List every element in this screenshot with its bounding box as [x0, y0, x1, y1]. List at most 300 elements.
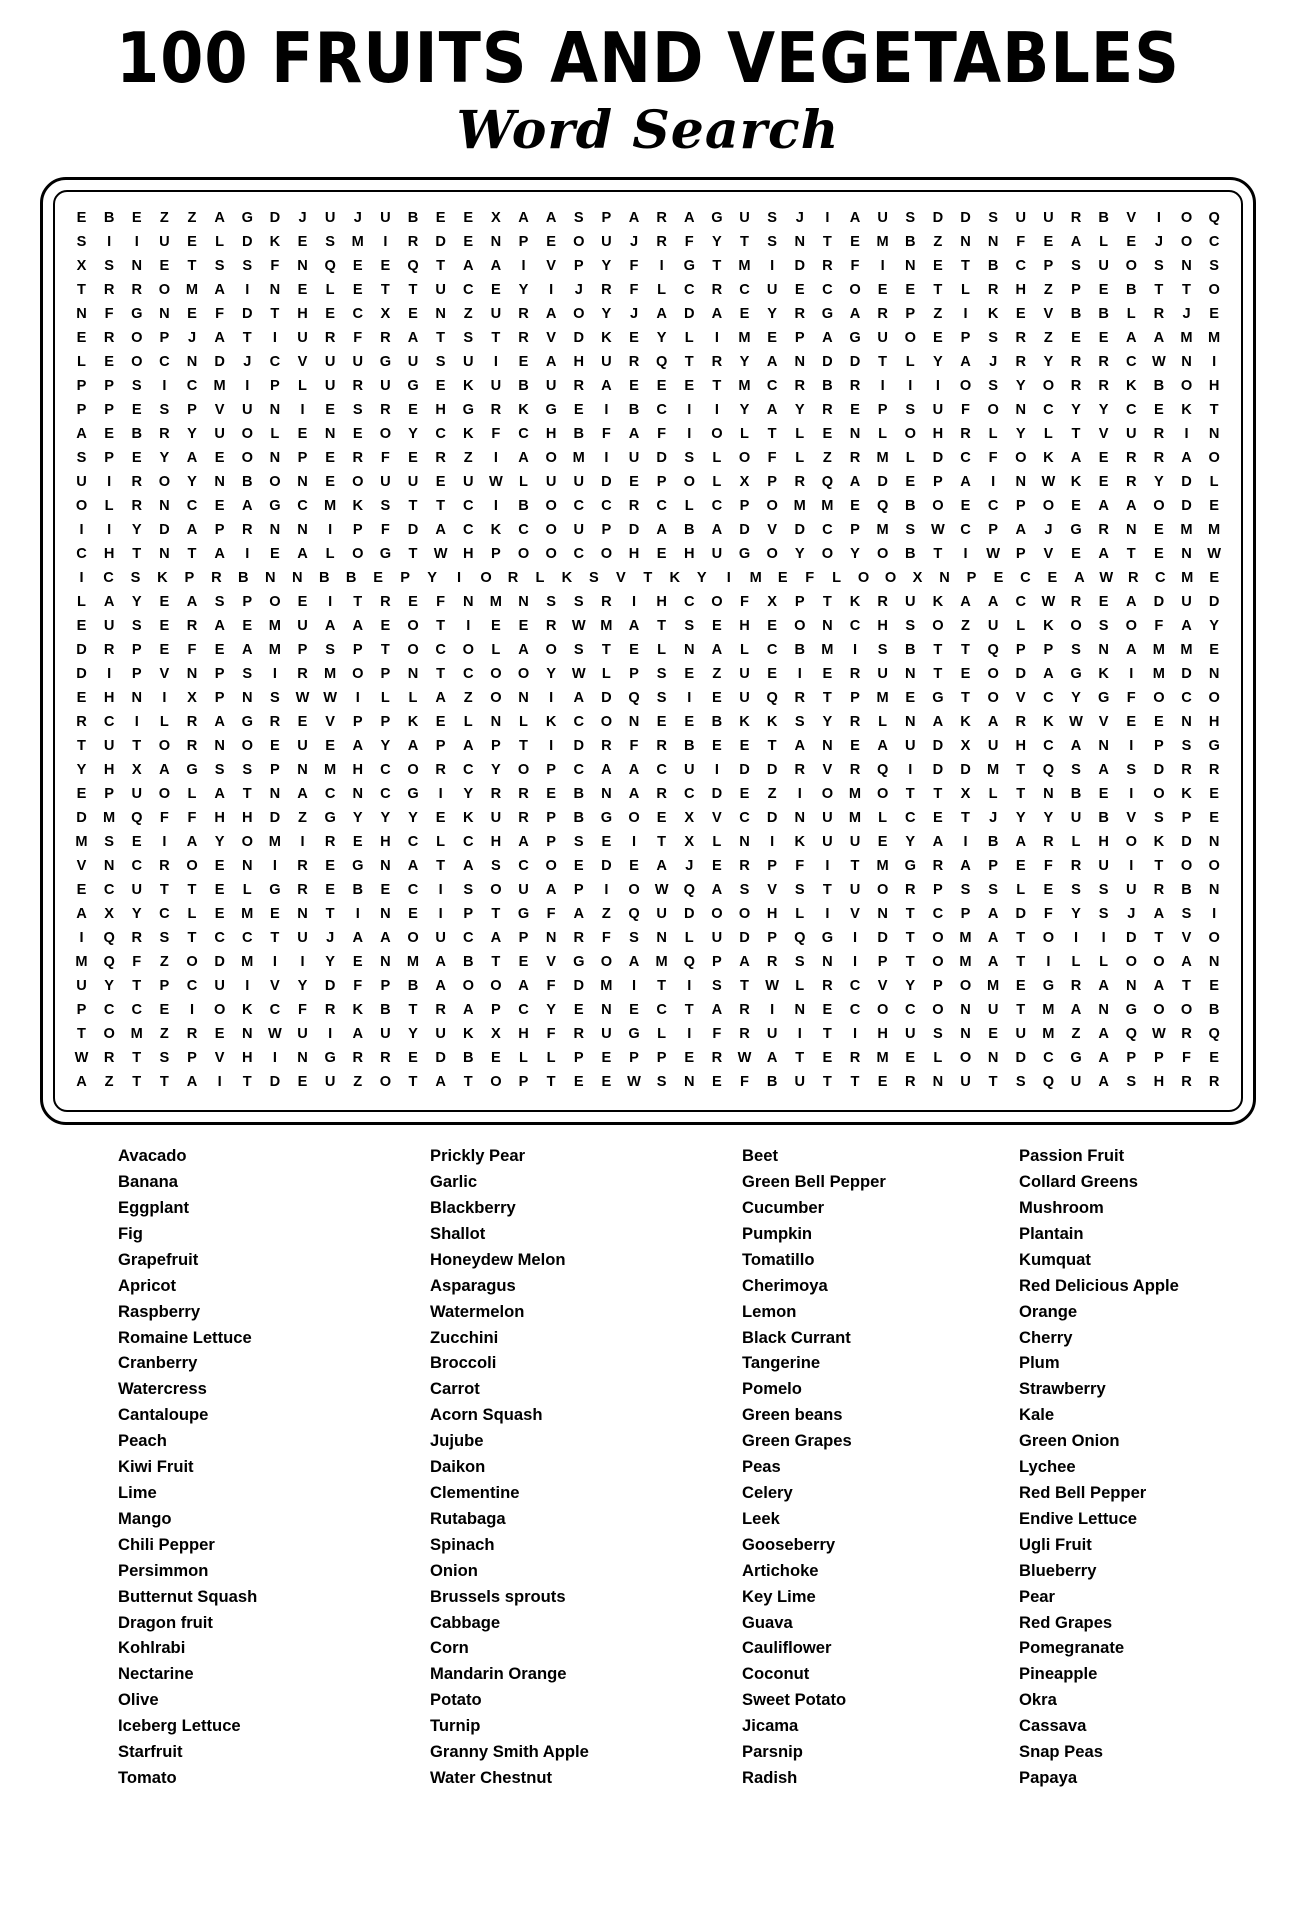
letter-cell: I: [189, 1002, 195, 1019]
letter-cell: R: [159, 858, 170, 875]
letter-cell: S: [1098, 618, 1109, 635]
letter-cell: A: [711, 522, 723, 539]
letter-cell: A: [766, 402, 778, 419]
letter-cell: O: [959, 378, 972, 395]
letter-cell: A: [794, 738, 806, 755]
letter-cell: U: [877, 666, 888, 683]
letter-cell: O: [573, 306, 585, 323]
letter-cell: V: [270, 978, 280, 995]
letter-cell: I: [991, 474, 996, 491]
letter-cell: L: [408, 690, 418, 707]
letter-cell: E: [491, 618, 501, 635]
letter-cell: W: [1099, 570, 1114, 587]
letter-cell: H: [766, 906, 778, 923]
letter-cell: N: [939, 570, 950, 587]
letter-cell: E: [1071, 546, 1081, 563]
letter-cell: R: [324, 834, 336, 851]
letter-cell: B: [380, 1002, 391, 1019]
letter-cell: Y: [601, 306, 612, 323]
letter-cell: O: [517, 762, 530, 779]
letter-cell: Z: [463, 690, 473, 707]
letter-cell: A: [159, 762, 170, 779]
letter-cell: F: [546, 906, 556, 923]
letter-cell: O: [241, 426, 253, 443]
letter-cell: O: [683, 474, 695, 491]
letter-cell: T: [187, 258, 197, 275]
letter-cell: A: [490, 930, 502, 947]
letter-cell: M: [959, 930, 972, 947]
letter-cell: E: [1098, 474, 1109, 491]
letter-cell: P: [491, 738, 501, 755]
letter-cell: W: [654, 882, 669, 899]
letter-cell: P: [1043, 642, 1054, 659]
letter-cell: L: [519, 474, 528, 491]
letter-cell: E: [159, 1002, 170, 1019]
letter-cell: H: [739, 618, 750, 635]
letter-cell: N: [131, 258, 143, 275]
letter-cell: Y: [1071, 906, 1081, 923]
letter-cell: U: [103, 738, 115, 755]
letter-grid-row: [65, 926, 1231, 950]
letter-cell: S: [130, 570, 141, 587]
letter-cell: I: [880, 378, 885, 395]
letter-cell: W: [571, 666, 586, 683]
letter-cell: N: [186, 354, 198, 371]
letter-cell: R: [739, 1002, 750, 1019]
letter-grid-row: [65, 854, 1231, 878]
letter-cell: U: [324, 378, 336, 395]
letter-cell: E: [1154, 546, 1164, 563]
word-list-item: Mandarin Orange: [430, 1664, 567, 1684]
letter-cell: P: [601, 522, 612, 539]
letter-cell: U: [1181, 594, 1192, 611]
letter-cell: M: [600, 978, 613, 995]
letter-cell: U: [407, 354, 419, 371]
letter-cell: C: [103, 570, 114, 587]
letter-cell: B: [241, 474, 253, 491]
letter-cell: A: [766, 1050, 778, 1067]
letter-cell: L: [325, 546, 335, 563]
letter-cell: U: [76, 978, 87, 995]
letter-cell: U: [877, 330, 888, 347]
letter-cell: U: [739, 690, 750, 707]
word-list-item: Radish: [742, 1767, 798, 1787]
letter-cell: U: [1015, 210, 1027, 227]
letter-cell: T: [1154, 930, 1164, 947]
letter-cell: O: [932, 954, 944, 971]
letter-cell: Q: [876, 498, 889, 515]
letter-cell: W: [74, 1050, 89, 1067]
letter-cell: B: [1125, 282, 1137, 299]
word-list-item: Honeydew Melon: [430, 1249, 566, 1269]
letter-grid-row: [65, 518, 1231, 542]
letter-cell: R: [849, 762, 861, 779]
letter-cell: O: [1125, 618, 1137, 635]
letter-cell: I: [79, 522, 84, 539]
letter-cell: U: [987, 738, 999, 755]
letter-cell: M: [406, 954, 420, 971]
word-list-column-1: [118, 1143, 368, 1791]
letter-cell: R: [711, 1050, 723, 1067]
letter-cell: S: [159, 1050, 170, 1067]
letter-cell: E: [325, 306, 335, 323]
letter-cell: W: [1041, 474, 1056, 491]
word-list-column-4: [1019, 1143, 1234, 1791]
letter-cell: U: [241, 402, 253, 419]
letter-cell: T: [933, 282, 943, 299]
letter-cell: V: [616, 570, 626, 587]
letter-cell: I: [1073, 930, 1079, 947]
letter-cell: T: [1154, 282, 1164, 299]
letter-cell: M: [324, 666, 337, 683]
letter-cell: E: [1209, 786, 1219, 803]
letter-cell: D: [241, 234, 253, 251]
letter-cell: A: [573, 906, 585, 923]
letter-cell: N: [490, 234, 502, 251]
letter-cell: O: [628, 810, 640, 827]
letter-cell: S: [76, 450, 87, 467]
letter-grid-row: [65, 686, 1231, 710]
letter-cell: C: [1208, 234, 1220, 251]
letter-cell: O: [987, 402, 999, 419]
letter-cell: R: [794, 474, 806, 491]
letter-cell: D: [214, 354, 225, 371]
letter-cell: R: [1015, 330, 1027, 347]
letter-cell: S: [1071, 642, 1081, 659]
letter-cell: A: [932, 834, 944, 851]
letter-cell: D: [1181, 666, 1192, 683]
word-list-item: Pear: [1019, 1586, 1055, 1606]
letter-cell: C: [324, 786, 336, 803]
letter-cell: I: [355, 906, 360, 923]
letter-cell: R: [1125, 474, 1137, 491]
letter-cell: T: [767, 738, 777, 755]
letter-cell: E: [104, 354, 114, 371]
letter-cell: A: [214, 618, 225, 635]
letter-cell: C: [462, 666, 474, 683]
letter-cell: R: [131, 474, 143, 491]
letter-cell: Y: [380, 810, 391, 827]
letter-cell: O: [490, 1074, 502, 1091]
letter-cell: R: [352, 378, 364, 395]
letter-grid-row: [65, 830, 1231, 854]
letter-cell: D: [877, 474, 888, 491]
word-list-item: Snap Peas: [1019, 1742, 1103, 1762]
letter-cell: J: [989, 354, 998, 371]
letter-cell: P: [877, 402, 888, 419]
letter-cell: U: [297, 330, 308, 347]
word-list-item: Green Bell Pepper: [742, 1172, 886, 1192]
letter-cell: N: [904, 666, 916, 683]
letter-cell: R: [435, 762, 446, 779]
letter-cell: R: [1015, 354, 1027, 371]
letter-cell: E: [214, 498, 225, 515]
letter-cell: E: [573, 1074, 584, 1091]
letter-cell: T: [270, 930, 280, 947]
letter-cell: D: [269, 210, 281, 227]
letter-cell: E: [352, 954, 363, 971]
letter-cell: E: [573, 402, 584, 419]
letter-cell: I: [797, 666, 802, 683]
letter-cell: L: [712, 474, 722, 491]
letter-cell: U: [601, 354, 612, 371]
letter-cell: D: [76, 810, 87, 827]
letter-cell: U: [683, 762, 695, 779]
letter-cell: T: [1016, 1002, 1026, 1019]
letter-cell: E: [1154, 522, 1164, 539]
letter-grid-row: [65, 494, 1231, 518]
letter-cell: E: [214, 450, 225, 467]
letter-cell: P: [184, 570, 195, 587]
letter-cell: B: [462, 1050, 474, 1067]
letter-cell: C: [656, 402, 667, 419]
letter-cell: G: [269, 882, 281, 899]
letter-cell: K: [1098, 666, 1109, 683]
letter-cell: I: [300, 954, 305, 971]
letter-cell: A: [849, 306, 861, 323]
letter-cell: A: [987, 714, 999, 731]
letter-cell: M: [1208, 522, 1221, 539]
letter-cell: O: [1208, 282, 1220, 299]
letter-cell: E: [573, 858, 584, 875]
word-list-item: Celery: [742, 1482, 793, 1502]
letter-cell: T: [767, 426, 777, 443]
letter-cell: O: [1208, 450, 1220, 467]
letter-cell: O: [158, 282, 171, 299]
letter-cell: K: [766, 714, 778, 731]
letter-cell: N: [131, 690, 143, 707]
letter-cell: L: [298, 378, 307, 395]
letter-cell: N: [932, 1074, 944, 1091]
letter-cell: F: [132, 954, 142, 971]
letter-grid-row: [65, 302, 1231, 326]
letter-cell: U: [849, 882, 861, 899]
letter-cell: F: [629, 738, 639, 755]
letter-cell: C: [407, 834, 419, 851]
letter-cell: Y: [1015, 810, 1026, 827]
letter-cell: Q: [628, 690, 640, 707]
letter-cell: E: [739, 738, 750, 755]
word-list-item: Dragon fruit: [118, 1612, 213, 1632]
letter-cell: N: [1098, 738, 1109, 755]
letter-cell: A: [1070, 234, 1082, 251]
letter-cell: A: [987, 930, 999, 947]
letter-cell: H: [297, 306, 308, 323]
letter-cell: N: [518, 594, 529, 611]
letter-cell: O: [158, 738, 171, 755]
letter-cell: H: [380, 834, 391, 851]
letter-cell: N: [960, 234, 971, 251]
letter-cell: O: [821, 546, 834, 563]
letter-cell: D: [628, 522, 640, 539]
letter-cell: W: [986, 546, 1001, 563]
letter-cell: R: [186, 738, 198, 755]
letter-cell: J: [353, 210, 362, 227]
letter-cell: I: [1046, 954, 1051, 971]
letter-cell: I: [687, 978, 692, 995]
letter-cell: M: [876, 450, 889, 467]
letter-cell: O: [1042, 498, 1055, 515]
word-list-item: Endive Lettuce: [1019, 1508, 1138, 1528]
letter-cell: N: [407, 666, 419, 683]
letter-grid-row: [65, 806, 1231, 830]
letter-cell: C: [186, 378, 198, 395]
letter-cell: C: [1043, 402, 1054, 419]
word-list-item: Watercress: [118, 1379, 207, 1399]
letter-cell: Y: [1209, 618, 1219, 635]
letter-cell: S: [1126, 1074, 1137, 1091]
letter-cell: M: [749, 570, 762, 587]
letter-cell: M: [876, 858, 889, 875]
letter-cell: P: [877, 954, 888, 971]
letter-cell: N: [518, 690, 529, 707]
letter-cell: O: [849, 282, 861, 299]
letter-cell: E: [435, 378, 446, 395]
letter-cell: H: [683, 546, 695, 563]
letter-cell: S: [463, 882, 474, 899]
letter-cell: T: [132, 546, 142, 563]
letter-grid-row: [65, 1022, 1231, 1046]
letter-cell: B: [1098, 210, 1109, 227]
letter-cell: E: [159, 642, 170, 659]
letter-cell: Y: [427, 570, 437, 587]
letter-cell: A: [1125, 498, 1137, 515]
letter-cell: W: [295, 690, 310, 707]
letter-cell: G: [324, 1050, 336, 1067]
letter-cell: Y: [1015, 378, 1026, 395]
letter-cell: E: [380, 882, 391, 899]
letter-cell: R: [1098, 354, 1109, 371]
letter-cell: I: [438, 882, 443, 899]
letter-cell: L: [436, 834, 446, 851]
letter-cell: E: [573, 1002, 584, 1019]
letter-cell: G: [1070, 666, 1082, 683]
letter-cell: M: [489, 594, 502, 611]
letter-cell: F: [601, 930, 611, 947]
letter-cell: W: [571, 618, 586, 635]
letter-cell: K: [241, 1002, 253, 1019]
letter-cell: A: [214, 330, 225, 347]
letter-cell: L: [1016, 882, 1026, 899]
letter-cell: O: [876, 1002, 889, 1019]
letter-cell: N: [352, 786, 364, 803]
letter-cell: C: [960, 450, 971, 467]
letter-cell: U: [435, 1026, 446, 1043]
letter-cell: C: [518, 426, 529, 443]
letter-cell: E: [214, 642, 225, 659]
letter-cell: O: [794, 618, 806, 635]
letter-cell: R: [103, 330, 115, 347]
letter-cell: L: [795, 426, 805, 443]
letter-cell: M: [213, 378, 226, 395]
letter-cell: O: [876, 882, 889, 899]
letter-cell: T: [353, 594, 363, 611]
letter-cell: T: [712, 258, 722, 275]
letter-cell: Y: [546, 666, 556, 683]
letter-grid-row: [65, 206, 1231, 230]
letter-cell: I: [272, 330, 277, 347]
letter-cell: G: [517, 906, 530, 923]
letter-cell: I: [493, 354, 498, 371]
letter-cell: I: [1212, 906, 1217, 923]
letter-cell: R: [904, 1074, 916, 1091]
word-list-item: Corn: [430, 1638, 469, 1658]
letter-cell: I: [714, 762, 719, 779]
letter-cell: E: [1047, 570, 1058, 587]
letter-cell: E: [325, 738, 335, 755]
letter-cell: M: [1181, 570, 1194, 587]
letter-cell: O: [884, 570, 897, 587]
letter-cell: N: [159, 306, 170, 323]
letter-cell: C: [352, 306, 364, 323]
letter-cell: C: [462, 498, 474, 515]
letter-cell: H: [103, 690, 115, 707]
letter-cell: H: [877, 1026, 888, 1043]
letter-cell: E: [1043, 882, 1054, 899]
letter-cell: R: [656, 738, 667, 755]
letter-cell: M: [959, 954, 972, 971]
letter-cell: S: [794, 882, 805, 899]
letter-cell: G: [1070, 1050, 1082, 1067]
letter-cell: P: [380, 714, 391, 731]
letter-cell: K: [462, 426, 474, 443]
letter-cell: U: [435, 930, 446, 947]
letter-cell: I: [245, 282, 250, 299]
letter-cell: T: [905, 786, 915, 803]
letter-cell: K: [1181, 786, 1192, 803]
letter-cell: N: [656, 930, 667, 947]
letter-cell: I: [107, 474, 112, 491]
letter-cell: Y: [131, 594, 142, 611]
letter-cell: C: [435, 426, 446, 443]
letter-cell: G: [821, 306, 834, 323]
letter-cell: N: [1181, 354, 1192, 371]
letter-cell: P: [76, 1002, 87, 1019]
word-list-item: Persimmon: [118, 1560, 209, 1580]
letter-cell: I: [687, 690, 692, 707]
letter-cell: F: [104, 306, 114, 323]
letter-cell: I: [493, 498, 498, 515]
letter-cell: O: [379, 1074, 392, 1091]
word-list-item: Black Currant: [742, 1327, 851, 1347]
word-list-item: Carrot: [430, 1379, 480, 1399]
letter-cell: E: [1098, 330, 1109, 347]
letter-cell: B: [904, 546, 916, 563]
word-list-item: Coconut: [742, 1664, 810, 1684]
letter-cell: I: [797, 1026, 802, 1043]
letter-cell: K: [462, 378, 474, 395]
letter-cell: A: [462, 1002, 474, 1019]
letter-cell: B: [573, 786, 585, 803]
letter-cell: O: [1153, 498, 1165, 515]
letter-cell: O: [407, 930, 419, 947]
letter-cell: O: [490, 882, 502, 899]
letter-cell: I: [935, 378, 940, 395]
letter-cell: I: [549, 690, 554, 707]
word-list-item: Onion: [430, 1560, 478, 1580]
letter-cell: T: [988, 1074, 998, 1091]
letter-cell: O: [352, 474, 364, 491]
letter-cell: O: [480, 570, 492, 587]
letter-cell: O: [932, 930, 944, 947]
letter-cell: R: [186, 714, 198, 731]
letter-cell: S: [270, 690, 280, 707]
letter-cell: N: [960, 1002, 971, 1019]
letter-cell: E: [822, 1050, 833, 1067]
letter-cell: I: [604, 882, 609, 899]
letter-cell: L: [1099, 954, 1109, 971]
letter-cell: N: [987, 234, 999, 251]
